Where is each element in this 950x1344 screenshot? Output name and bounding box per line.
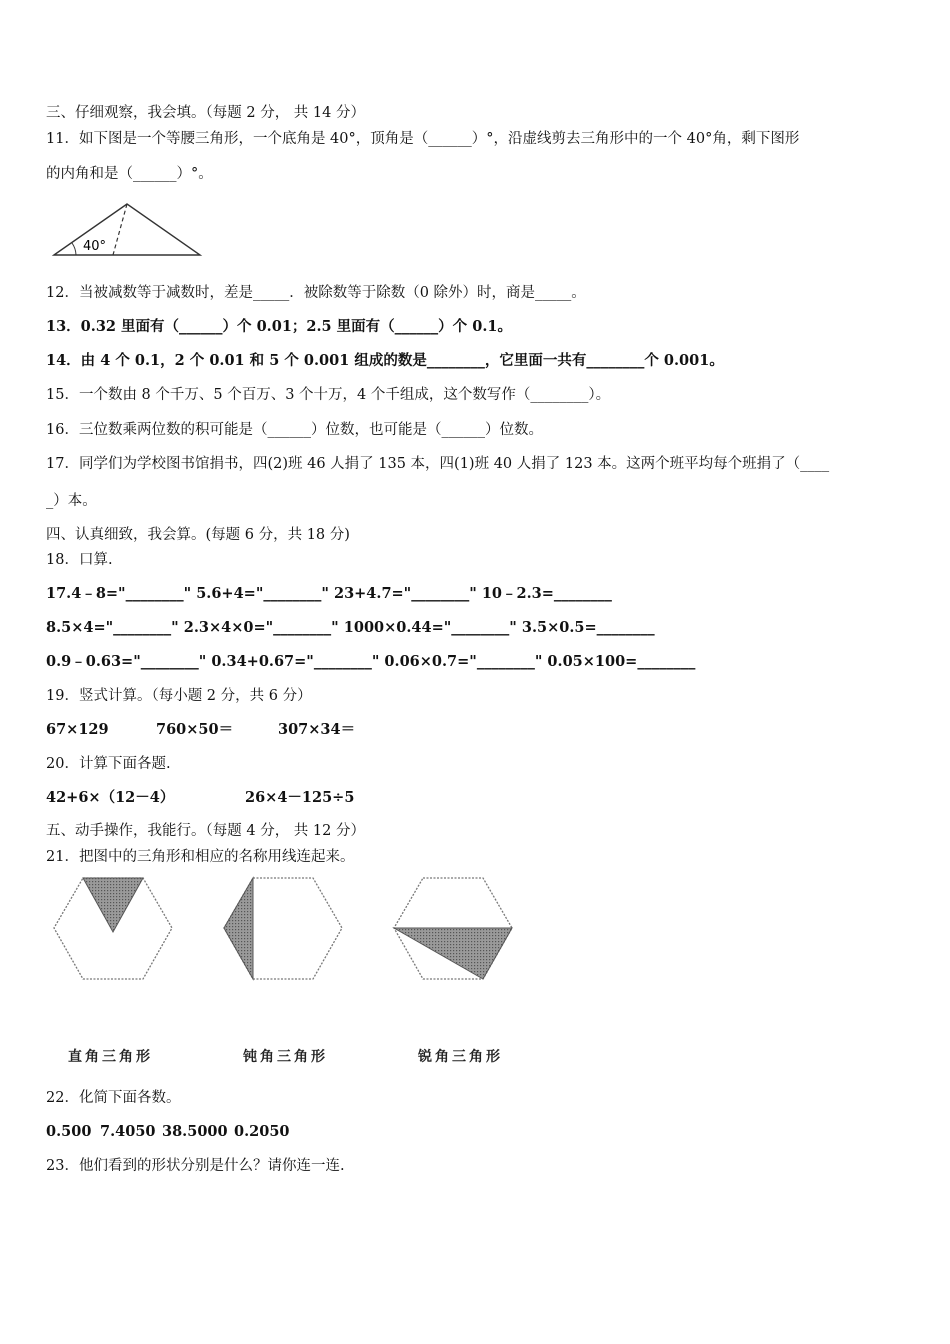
angle-label: 40° <box>83 239 107 254</box>
hexagons-figure <box>50 872 520 986</box>
question-23-title: 23．他们看到的形状分别是什么？请你连一连. <box>46 1158 345 1174</box>
vertical-calc-item-2: 760×50＝ <box>156 721 234 738</box>
calc-item-1: 42+6×（12－4） <box>46 789 175 806</box>
number-4: 0.2050 <box>234 1123 290 1140</box>
label-obtuse-triangle: 钝角三角形 <box>243 1049 328 1065</box>
question-17-line-2: _）本。 <box>46 493 97 509</box>
question-18-title: 18．口算. <box>46 552 113 568</box>
section-4-heading: 四、认真细致，我会算。(每题 6 分，共 18 分) <box>46 527 350 543</box>
question-13: 13．0.32 里面有（______）个 0.01；2.5 里面有（______）个 0.1。 <box>46 318 512 335</box>
isosceles-triangle-figure <box>50 198 205 260</box>
label-acute-triangle: 锐角三角形 <box>418 1049 503 1065</box>
question-22-title: 22．化简下面各数。 <box>46 1090 181 1106</box>
number-3: 38.5000 <box>162 1123 228 1140</box>
section-3-heading: 三、仔细观察，我会填。（每题 2 分， 共 14 分） <box>46 105 365 121</box>
number-1: 0.500 <box>46 1123 92 1140</box>
question-19-title: 19．竖式计算。（每小题 2 分，共 6 分） <box>46 688 312 704</box>
vertical-calc-item-1: 67×129 <box>46 721 109 738</box>
hexagon-right-triangle <box>54 878 172 979</box>
question-14: 14．由 4 个 0.1，2 个 0.01 和 5 个 0.001 组成的数是________，它里面一共有________个 0.001。 <box>46 352 724 369</box>
question-11-line-1: 11．如下图是一个等腰三角形，一个底角是 40°，顶角是（______）°，沿虚线剪去三角形中的一个 40°角，剩下图形 <box>46 131 800 147</box>
question-12: 12．当被减数等于减数时，差是_____．被除数等于除数（0 除外）时，商是_____。 <box>46 285 586 301</box>
number-2: 7.4050 <box>100 1123 156 1140</box>
oral-calc-row-3: 0.9﹣0.63="________" 0.34+0.67="________" 0.06×0.7="________" 0.05×100=________ <box>46 653 696 670</box>
question-17-line-1: 17．同学们为学校图书馆捐书，四(2)班 46 人捐了 135 本，四(1)班 40 人捐了 123 本。这两个班平均每个班捐了（____ <box>46 456 830 472</box>
section-5-heading: 五、动手操作，我能行。（每题 4 分， 共 12 分） <box>46 823 365 839</box>
hexagon-acute-triangle <box>394 878 512 979</box>
question-20-title: 20．计算下面各题. <box>46 756 171 772</box>
label-right-triangle: 直角三角形 <box>68 1049 153 1065</box>
calc-item-2: 26×4－125÷5 <box>245 789 355 806</box>
question-21-title: 21．把图中的三角形和相应的名称用线连起来。 <box>46 849 355 865</box>
vertical-calc-item-3: 307×34＝ <box>278 721 356 738</box>
question-15: 15．一个数由 8 个千万、5 个百万、3 个十万，4 个千组成，这个数写作（________）。 <box>46 387 611 403</box>
oral-calc-row-1: 17.4﹣8="________" 5.6+4="________" 23+4.7="________" 10﹣2.3=________ <box>46 585 612 602</box>
oral-calc-row-2: 8.5×4="________" 2.3×4×0="________" 1000×0.44="________" 3.5×0.5=________ <box>46 619 655 636</box>
hexagon-obtuse-triangle <box>224 878 342 979</box>
question-16: 16．三位数乘两位数的积可能是（______）位数，也可能是（______）位数。 <box>46 422 543 438</box>
question-11-line-2: 的内角和是（______）°。 <box>46 166 213 182</box>
